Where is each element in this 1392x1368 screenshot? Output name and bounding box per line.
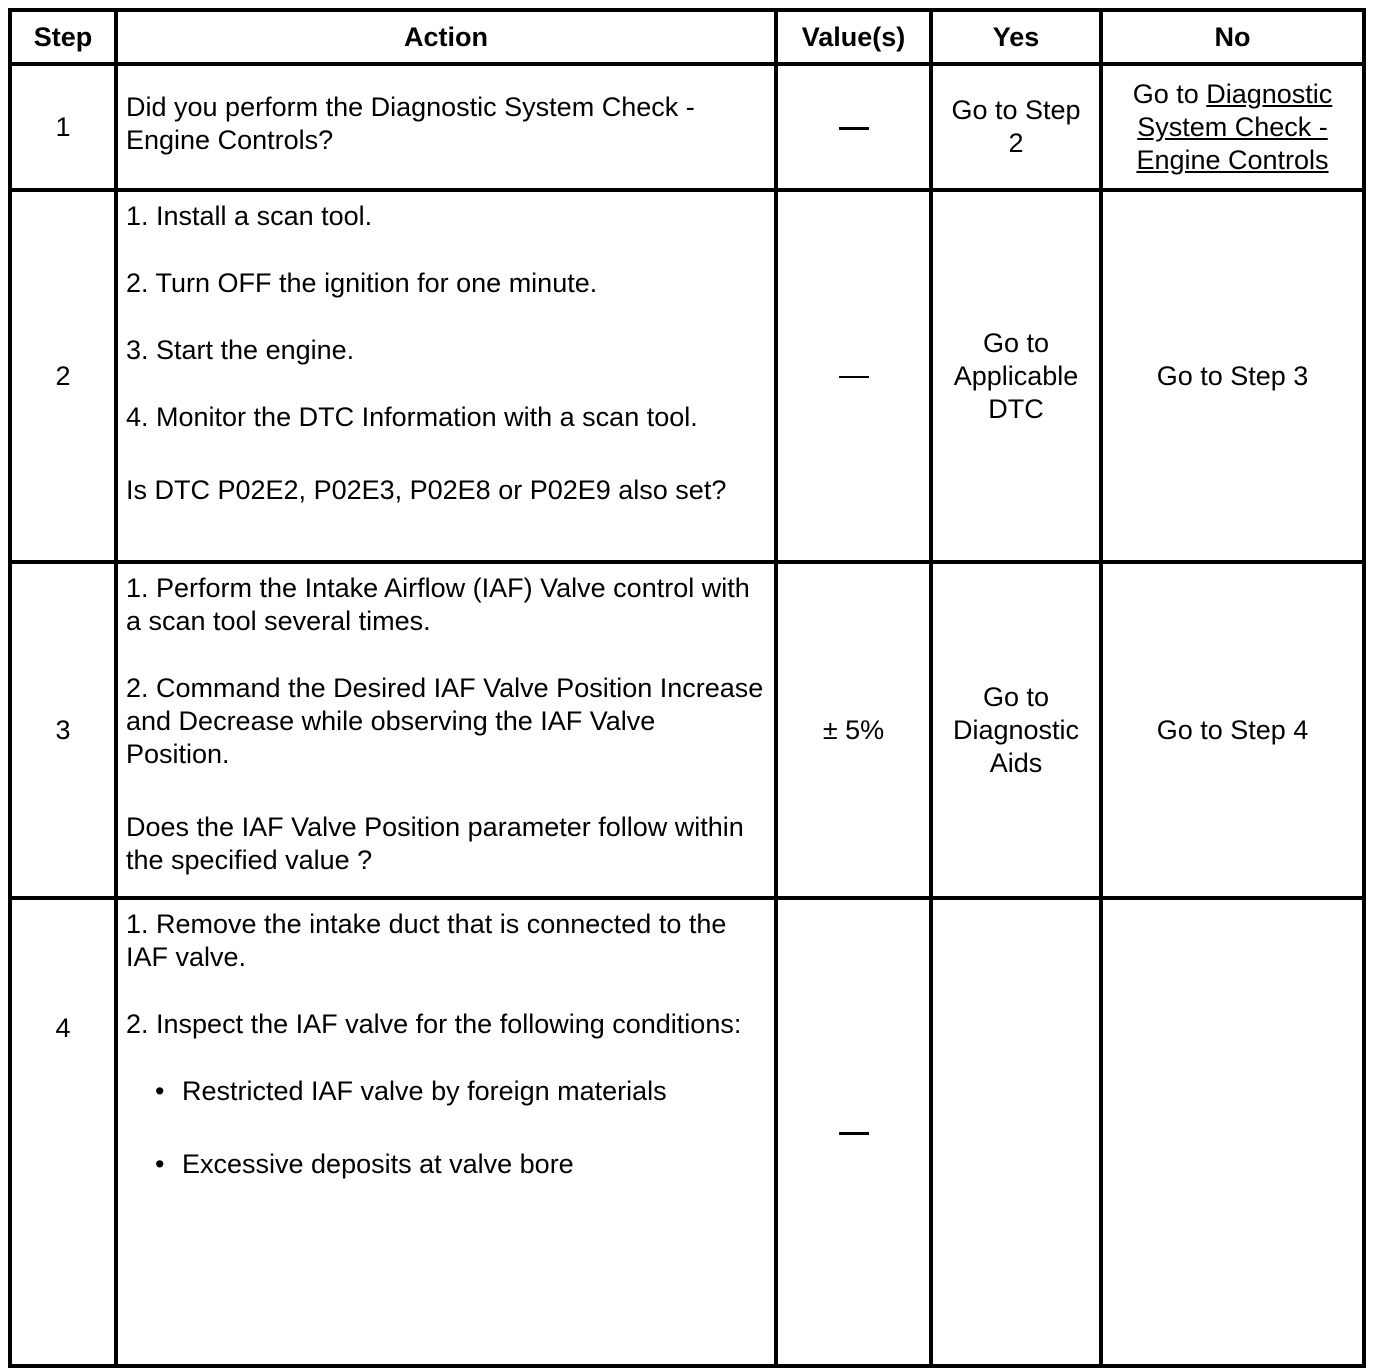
- step-number: 4: [10, 898, 116, 1366]
- step-number: 3: [10, 562, 116, 898]
- action-text: 2. Inspect the IAF valve for the following conditions:: [126, 1009, 742, 1039]
- action-cell: [116, 562, 776, 898]
- header-action: Action: [116, 10, 776, 64]
- header-step: Step: [10, 10, 116, 64]
- diagnostic-table-frame: [8, 8, 1362, 1208]
- no-cell: [1101, 898, 1364, 1366]
- step-number: 1: [10, 64, 116, 190]
- list-item-text: Excessive deposits at valve bore: [182, 1149, 574, 1179]
- value-cell: ± 5%: [776, 562, 931, 898]
- action-cell: [116, 190, 776, 562]
- yes-cell: Go to Step 2: [931, 64, 1101, 190]
- value-cell: [776, 64, 931, 190]
- table-row: [10, 190, 1364, 562]
- value-cell: [776, 898, 931, 1366]
- conditions-list: [126, 1075, 766, 1181]
- header-values: Value(s): [776, 10, 931, 64]
- yes-cell: Go to Diagnostic Aids: [931, 562, 1101, 898]
- action-text: 3. Start the engine.: [126, 335, 355, 365]
- no-cell: [1101, 64, 1364, 190]
- list-item: [155, 1075, 766, 1108]
- yes-cell: [931, 898, 1101, 1366]
- header-yes: Yes: [931, 10, 1101, 64]
- action-text: 1. Install a scan tool.: [126, 201, 373, 231]
- diagnostic-table: [8, 8, 1366, 1368]
- table-row: [10, 64, 1364, 190]
- action-text: 2. Command the Desired IAF Valve Position Increase and Decrease while observing the IAF Valve Position.: [126, 673, 764, 769]
- em-dash-value: [839, 127, 869, 130]
- diagnostic-system-check-link[interactable]: Diagnostic System Check - Engine Controls: [1136, 78, 1333, 175]
- bullet-icon: •: [155, 1076, 165, 1106]
- em-dash-value: [839, 376, 869, 378]
- step-number: 2: [10, 190, 116, 562]
- list-item: [155, 1148, 766, 1181]
- action-text: 2. Turn OFF the ignition for one minute.: [126, 268, 598, 298]
- action-text: Did you perform the Diagnostic System Check - Engine Controls?: [126, 92, 695, 155]
- no-cell: Go to Step 3: [1101, 190, 1364, 562]
- value-cell: [776, 190, 931, 562]
- action-text: 4. Monitor the DTC Information with a scan tool.: [126, 402, 698, 432]
- yes-cell: Go to Applicable DTC: [931, 190, 1101, 562]
- bullet-icon: •: [155, 1149, 165, 1179]
- action-question: Is DTC P02E2, P02E3, P02E8 or P02E9 also set?: [126, 475, 727, 505]
- no-cell: Go to Step 4: [1101, 562, 1364, 898]
- table-row: [10, 562, 1364, 898]
- action-text: 1. Remove the intake duct that is connected to the IAF valve.: [126, 909, 727, 972]
- em-dash-value: [839, 1132, 869, 1135]
- list-item-text: Restricted IAF valve by foreign materials: [182, 1076, 667, 1106]
- action-cell: [116, 898, 776, 1366]
- action-text: 1. Perform the Intake Airflow (IAF) Valve control with a scan tool several times.: [126, 573, 750, 636]
- no-prefix: Go to: [1132, 78, 1207, 109]
- action-cell: [116, 64, 776, 190]
- header-row: [10, 10, 1364, 64]
- header-no: No: [1101, 10, 1364, 64]
- action-question: Does the IAF Valve Position parameter follow within the specified value ?: [126, 812, 744, 875]
- table-row: [10, 898, 1364, 1366]
